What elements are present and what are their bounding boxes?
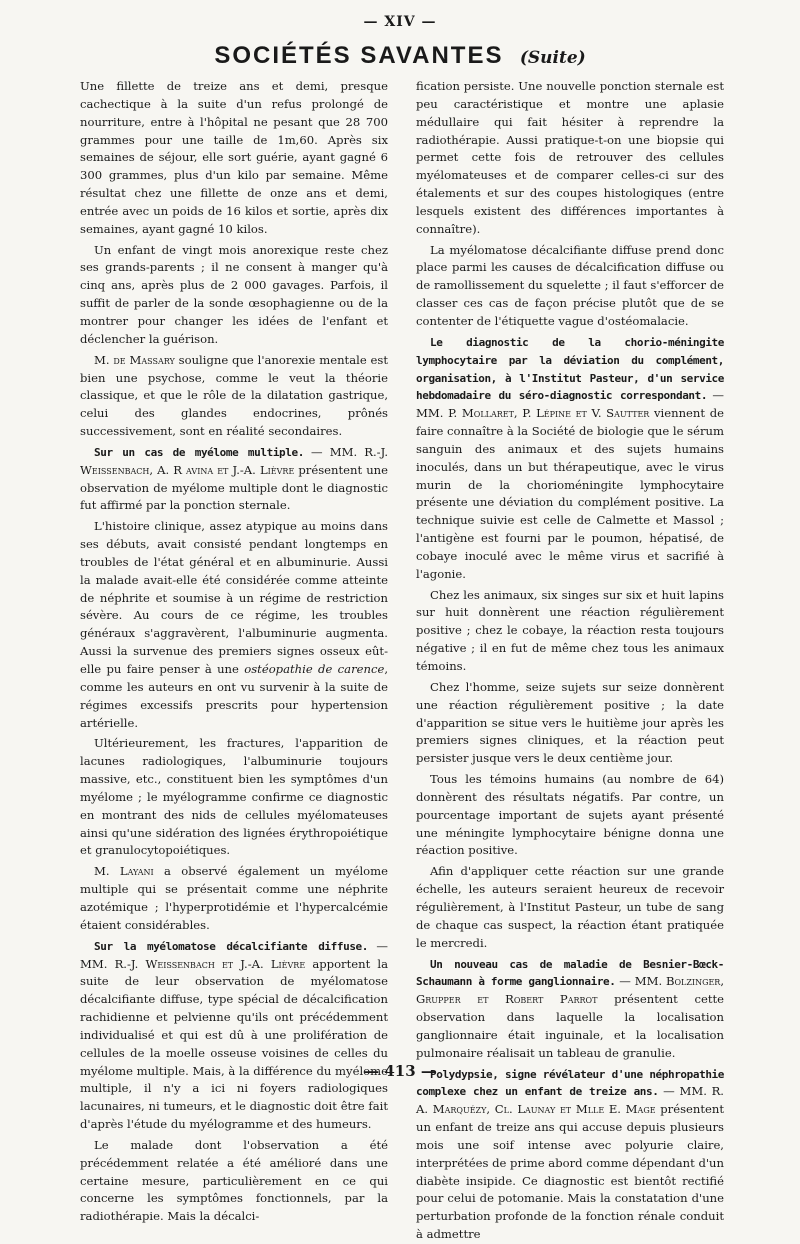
paragraph: Le diagnostic de la chorio-méningite lymphocytaire par la déviation du complément, organisation, à l'Institut Pasteur, d'un service hebdomadaire du séro-diagnostic correspondant. — MM. P. Mollaret, P. Lépine et V. Sautter viennent de faire connaître à la Société de biologie que le sérum sanguin des animaux et des sujets humains inoculés, dans un but thérapeutique, avec le virus murin de la chorioméningite lymphocytaire présente une déviation du complément positive. La technique suivie est celle de Calmette et Massol ; l'antigène est fourni par le poumon, hépatisé, de cobaye inoculé avec le même virus et sacrifié à l'agonie. [416,335,724,581]
author-name: M. Layani [94,864,154,879]
section-heading: Sur la myélomatose décalcifiante diffuse. [94,939,368,953]
section-heading: Polydypsie, signe révélateur d'une néphropathie complexe chez un enfant de treize ans. [416,1067,724,1099]
paragraph: Sur la myélomatose décalcifiante diffuse. — MM. R.-J. Weissenbach et J.-A. Lièvre apportent la suite de leur observation de myélomatose décalcifiante diffuse, type spécial de décalcification rachidienne et pelvienne qu'ils ont précédemment individualisé et qui est dû à une prolifération de cellules de la moelle osseuse voisines de celles du myélome multiple. Mais, à la différence du myélome multiple, il n'y a ici ni foyers radiologiques lacunaires, ni tumeurs, et le diagnostic doit être fait d'après l'étude du myélogramme et des humeurs. [80,938,388,1132]
section-heading: Le diagnostic de la chorio-méningite lymphocytaire par la déviation du complément, organisation, à l'Institut Pasteur, d'un service hebdomadaire du séro-diagnostic correspondant. [416,335,724,403]
paragraph: Afin d'appliquer cette réaction sur une grande échelle, les auteurs seraient heureux de recevoir régulièrement, à l'Institut Pasteur, un tube de sang de chaque cas suspect, la réaction étant pratiquée le mercredi. [416,864,724,950]
paragraph: Une fillette de treize ans et demi, presque cachectique à la suite d'un refus prolongé de nourriture, entre à l'hôpital ne pesant que 28 700 grammes pour une taille de 1m,60. Après six semaines de séjour, elle sort guérie, ayant gagné 6 300 grammes, plus d'un kilo par semaine. Même résultat chez une fillette de onze ans et demi, entrée avec un poids de 16 kilos et sortie, après dix semaines, ayant gagné 10 kilos. [80,79,388,236]
paragraph: Chez l'homme, seize sujets sur seize donnèrent une réaction régulièrement positive ; la date d'apparition se situe vers le huitième jour après les premiers signes cliniques, et la réaction peut persister jusque vers le deux centième jour. [416,679,724,766]
running-header-roman: — XIV — [363,14,437,30]
paragraph: Le malade dont l'observation a été précédemment relatée a été amélioré dans une certaine mesure, particulièrement en ce qui concerne les symptômes fonctionnels, par la radiothérapie. Mais la décalci- [80,1137,388,1224]
author-names: R.-J. Weissenbach, A. R avina et J.-A. Lièvre [80,444,388,477]
section-title-suite: (Suite) [519,48,586,68]
left-column [80,78,388,1226]
section-title-main: SOCIÉTÉS SAVANTES [214,42,504,69]
author-names: Bolzinger, Grupper et Robert Parrot [416,974,725,1007]
paragraph: Un enfant de vingt mois anorexique reste chez ses grands-parents ; il ne consent à manger qu'à cinq ans, après plus de 2 000 gavages. Parfois, il suffit de parler de la sonde œsophagienne ou de la montrer pour changer les idées de l'enfant et déclencher la guérison. [80,242,388,346]
section-heading: Un nouveau cas de maladie de Besnier-Bœck-Schaumann à forme ganglionnaire. [416,957,724,989]
paragraph: Sur un cas de myélome multiple. — MM. R.-J. Weissenbach, A. R avina et J.-A. Lièvre présentent une observation de myélome multiple dont le diagnostic fut affirmé par la ponction sternale. [80,444,388,513]
section-heading: Sur un cas de myélome multiple. [94,445,304,459]
author-names: R.-J. Weissenbach et J.-A. Lièvre [114,956,306,971]
page-number: — 413 — [364,1062,436,1080]
paragraph: fication persiste. Une nouvelle ponction sternale est peu caractéristique et montre une aplasie médullaire qui fait hésiter à reprendre la radiothérapie. Aussi pratique-t-on une biopsie qui permet cette fois de retrouver des cellules myélomateuses et de comparer celles-ci sur des étalements et sur des coupes histologiques (entre lesquels existent des différences importantes à connaître). [416,79,724,236]
paragraph: La myélomatose décalcifiante diffuse prend donc place parmi les causes de décalcification diffuse ou de ramollissement du squelette ; il faut s'efforcer de classer ces cas de façon précise plutôt que de se contenter de l'étiquette vague d'ostéomalacie. [416,242,724,328]
italic-term: ostéopathie de carence [244,662,385,676]
paragraph: L'histoire clinique, assez atypique au moins dans ses débuts, avait consisté pendant longtemps en troubles de l'état général et en albuminurie. Aussi la malade avait-elle été considérée comme atteinte de néphrite et soumise à un régime de restriction sévère. Au cours de ce régime, les troubles généraux s'aggravèrent, l'albuminurie augmenta. Aussi la survenue des premiers signes osseux eût-elle pu faire penser à une ostéopathie de carence, comme les auteurs en ont vu survenir à la suite de régimes excessifs prescrits pour hypertension artérielle. [80,519,389,730]
author-names: R. A. Marquézy, Cl. Launay et Mlle E. Mage [416,1084,724,1117]
paragraph: M. de Massary souligne que l'anorexie mentale est bien une psychose, comme le veut la théorie classique, et que le rôle de la dilatation gastrique, celui des glandes endocrines, prônés successivement, sont en réalité secondaires. [80,352,388,439]
paragraph: Chez les animaux, six singes sur six et huit lapins sur huit donnèrent une réaction régulièrement positive ; chez le cobaye, la réaction resta toujours négative ; il en fut de même chez tous les animaux témoins. [416,587,724,673]
author-name: M. de Massary [94,352,175,367]
paragraph: Tous les témoins humains (au nombre de 64) donnèrent des résultats négatifs. Par contre, un pourcentage important de sujets ayant présenté une méningite lymphocytaire bénigne donna une réaction positive. [416,772,724,858]
section-title [0,40,800,70]
author-names: P. Mollaret, P. Lépine et V. Sautter [448,406,650,421]
paragraph: Ultérieurement, les fractures, l'apparition de lacunes radiologiques, l'albuminurie toujours massive, etc., constituent bien les symptômes d'un myélome ; le myélogramme confirme ce diagnostic en montrant des nids de cellules myélomateuses ainsi qu'une sidération des lignées érythropoiétique et granulocytopoiétiques. [80,736,388,858]
paragraph: Polydypsie, signe révélateur d'une néphropathie complexe chez un enfant de treize ans. — MM. R. A. Marquézy, Cl. Launay et Mlle E. Mage présentent un enfant de treize ans qui accuse depuis plusieurs mois une soif intense avec polyurie claire, interprétées de prime abord comme dépendant d'un diabète insipide. Ce diagnostic est bientôt rectifié pour celui de potomanie. Mais la constatation d'une perturbation profonde de la fonction rénale conduit à admettre [416,1067,724,1242]
paragraph: M. Layani a observé également un myélome multiple qui se présentait comme une néphrite azotémique ; l'hyperprotidémie et l'hypercalcémie étaient considérables. [80,864,388,932]
paragraph: Un nouveau cas de maladie de Besnier-Bœck-Schaumann à forme ganglionnaire. — MM. Bolzinger, Grupper et Robert Parrot présentent cette observation dans laquelle la localisation ganglionnaire était inguinale, et la localisation pulmonaire réalisait un tableau de granulie. [416,957,725,1060]
